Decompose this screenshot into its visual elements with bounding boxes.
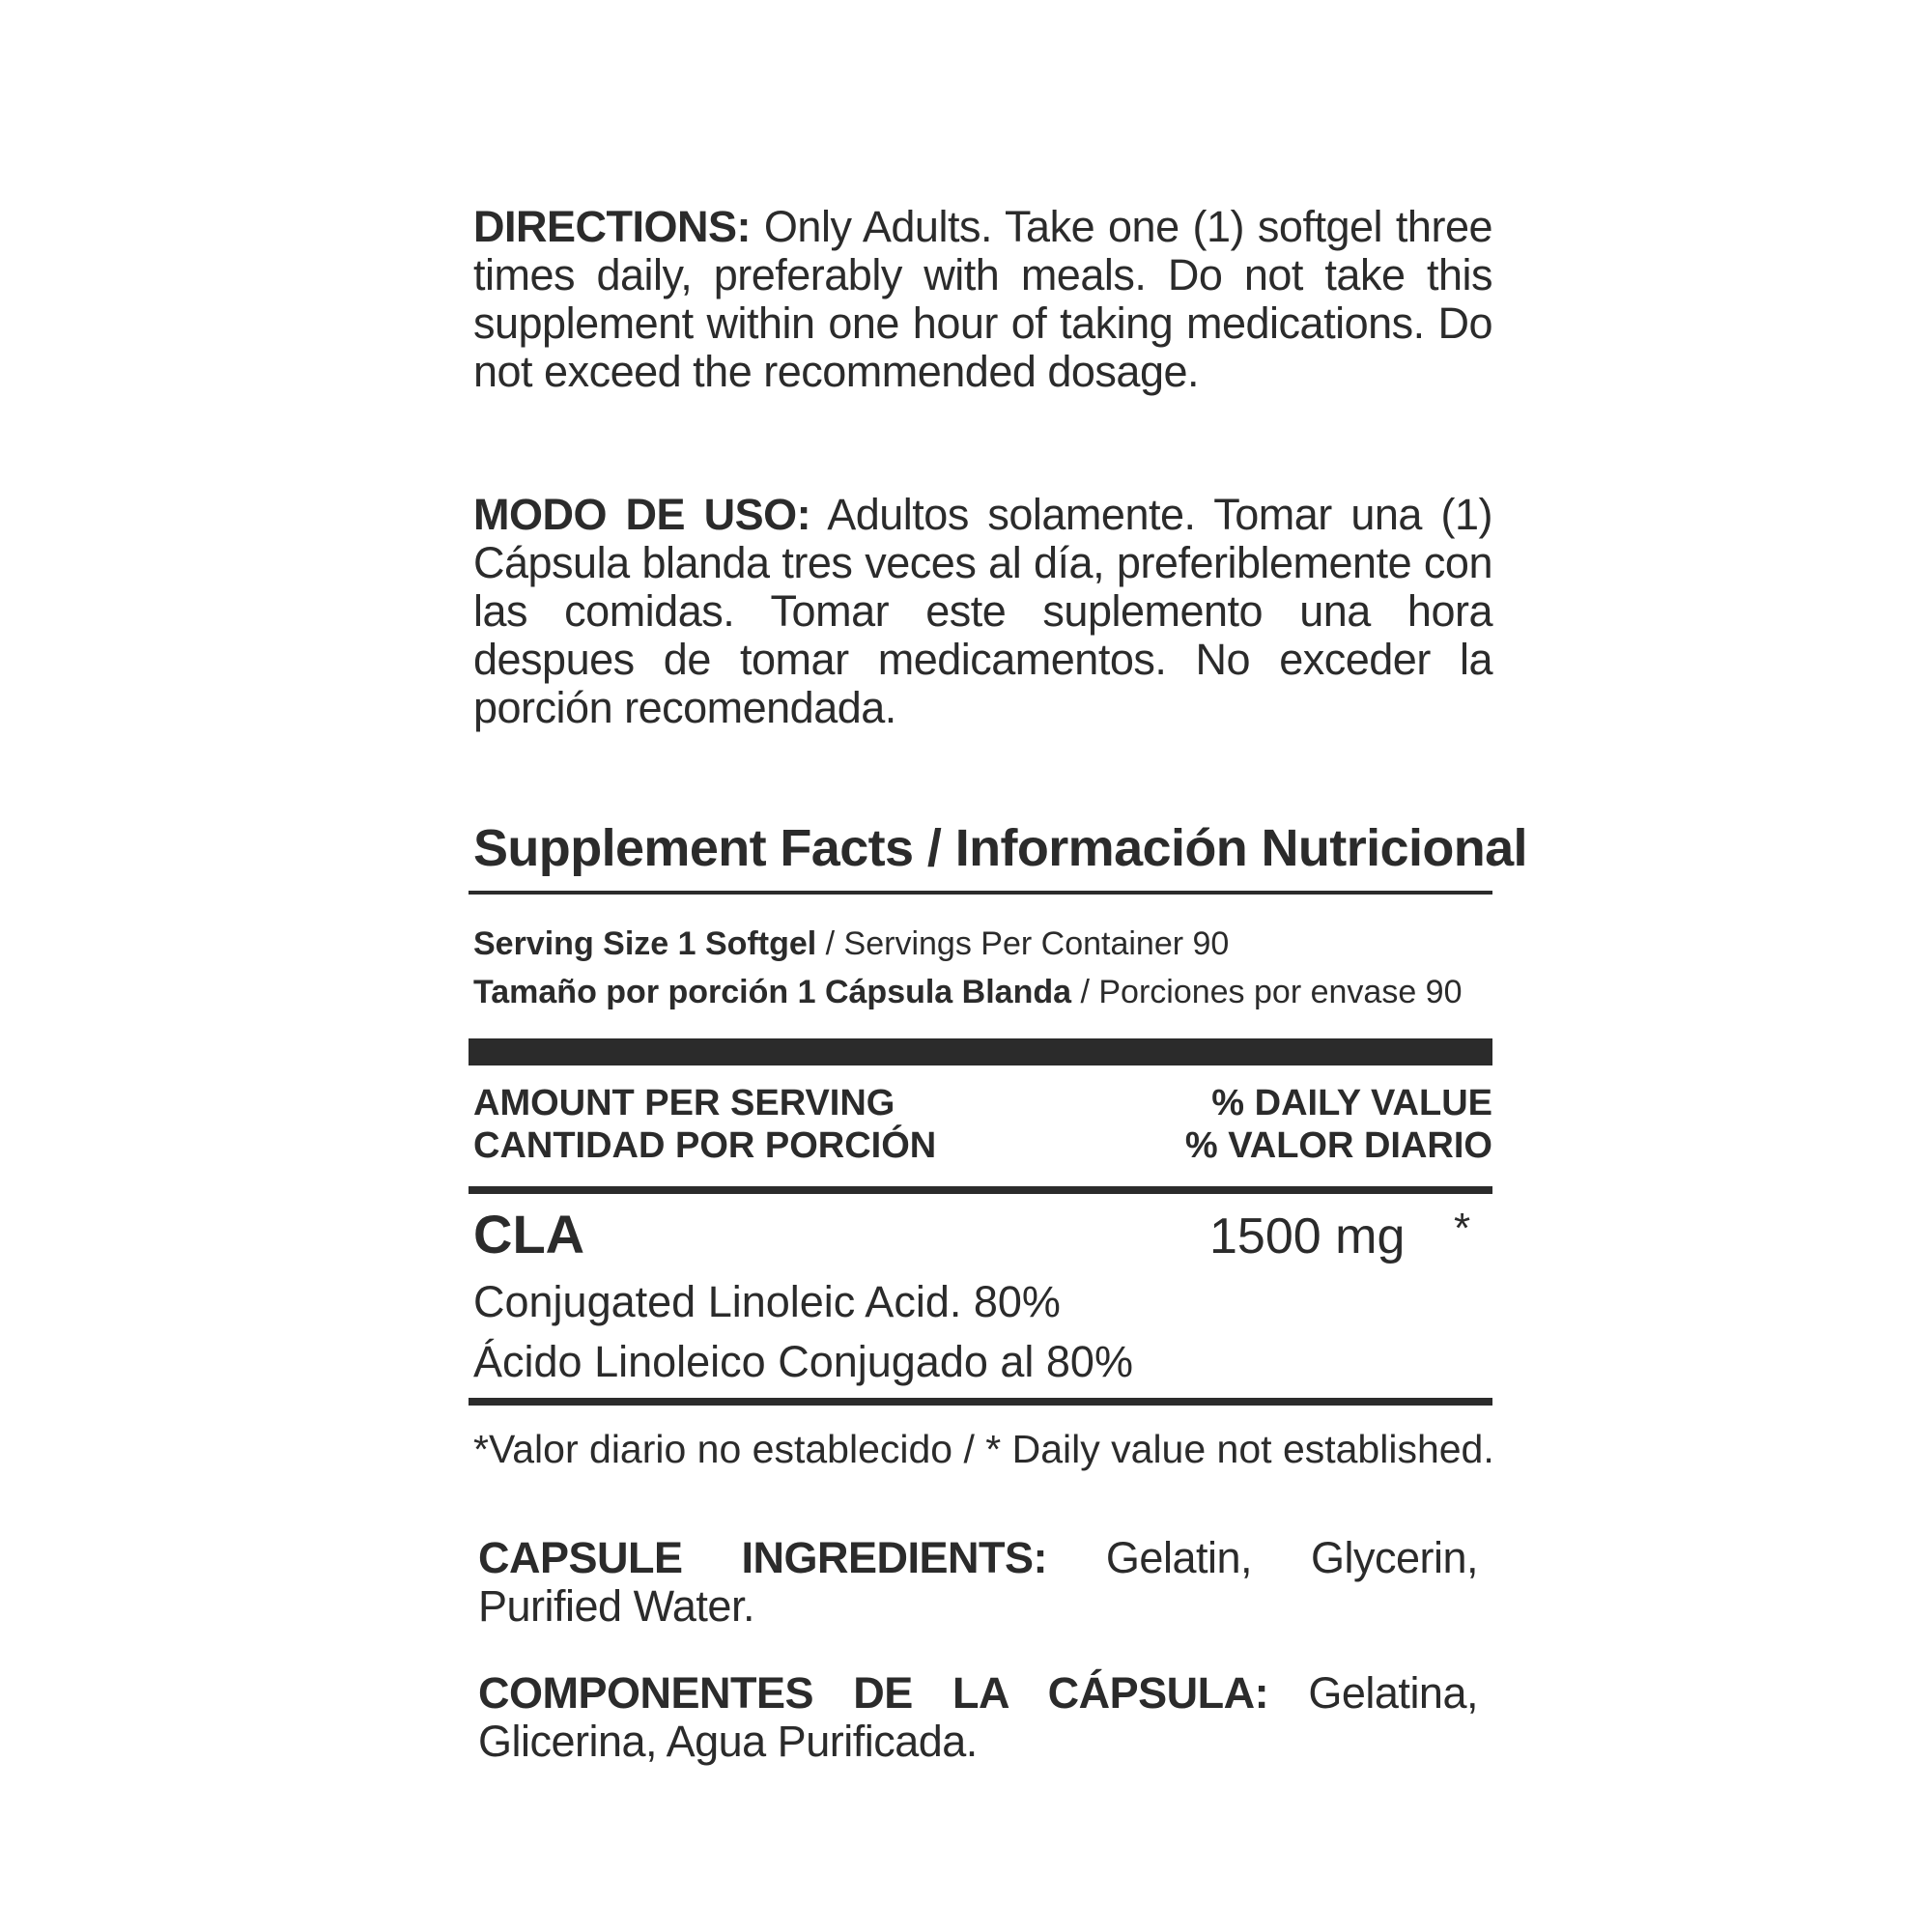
divider-medium-bottom (469, 1398, 1492, 1406)
componentes-paragraph (478, 1669, 1478, 1766)
serving-line-en (473, 920, 1492, 968)
serving-size-en: Serving Size 1 Softgel (473, 925, 817, 962)
serving-info (473, 920, 1492, 1016)
table-header-es (473, 1124, 1492, 1167)
daily-value-footnote: *Valor diario no establecido / * Daily value not established. (473, 1427, 1494, 1471)
ingredient-name: CLA (473, 1204, 585, 1264)
modo-de-uso-paragraph (473, 491, 1492, 732)
serving-line-es (473, 968, 1492, 1016)
modo-de-uso-text: Adultos solamente. Tomar una (1) Cápsula blanda tres veces al día, preferiblemente con las comidas. Tomar este suplemento una hora despues de tomar medicamentos. No exceder la porción recomendada. (473, 490, 1492, 732)
directions-paragraph (473, 203, 1492, 396)
componentes-label: COMPONENTES DE LA CÁPSULA: (478, 1668, 1269, 1718)
modo-de-uso-label: MODO DE USO: (473, 490, 811, 539)
serving-size-es: Tamaño por porción 1 Cápsula Blanda (473, 974, 1072, 1010)
table-header-en (473, 1082, 1492, 1124)
ingredient-amount: 1500 mg (1209, 1208, 1406, 1264)
servings-per-container-es: / Porciones por envase 90 (1071, 974, 1463, 1010)
cantidad-por-porcion-header: CANTIDAD POR PORCIÓN (473, 1125, 937, 1166)
capsule-ingredients-paragraph (478, 1534, 1478, 1631)
supplement-facts-title: Supplement Facts / Información Nutricional (473, 819, 1527, 877)
divider-thin (469, 891, 1492, 895)
capsule-ingredients-label: CAPSULE INGREDIENTS: (478, 1533, 1047, 1582)
valor-diario-header: % VALOR DIARIO (1184, 1125, 1492, 1166)
ingredient-description-es: Ácido Linoleico Conjugado al 80% (473, 1337, 1133, 1386)
amount-per-serving-header: AMOUNT PER SERVING (473, 1083, 895, 1123)
ingredient-description-en: Conjugated Linoleic Acid. 80% (473, 1277, 1061, 1326)
directions-label: DIRECTIONS: (473, 202, 751, 251)
componentes-text: Gelatina, Glicerina, Agua Purificada. (478, 1668, 1478, 1766)
directions-text: Only Adults. Take one (1) softgel three times daily, preferably with meals. Do not take this supplement within one hour of taking medications. Do not exceed the recommended dosage. (473, 202, 1492, 396)
divider-medium (469, 1186, 1492, 1194)
daily-value-header: % DAILY VALUE (1211, 1083, 1492, 1123)
capsule-ingredients-text: Gelatin, Glycerin, Purified Water. (478, 1533, 1478, 1631)
ingredient-daily-value: * (1454, 1205, 1471, 1252)
divider-thick (469, 1038, 1492, 1065)
servings-per-container-en: / Servings Per Container 90 (816, 925, 1230, 962)
